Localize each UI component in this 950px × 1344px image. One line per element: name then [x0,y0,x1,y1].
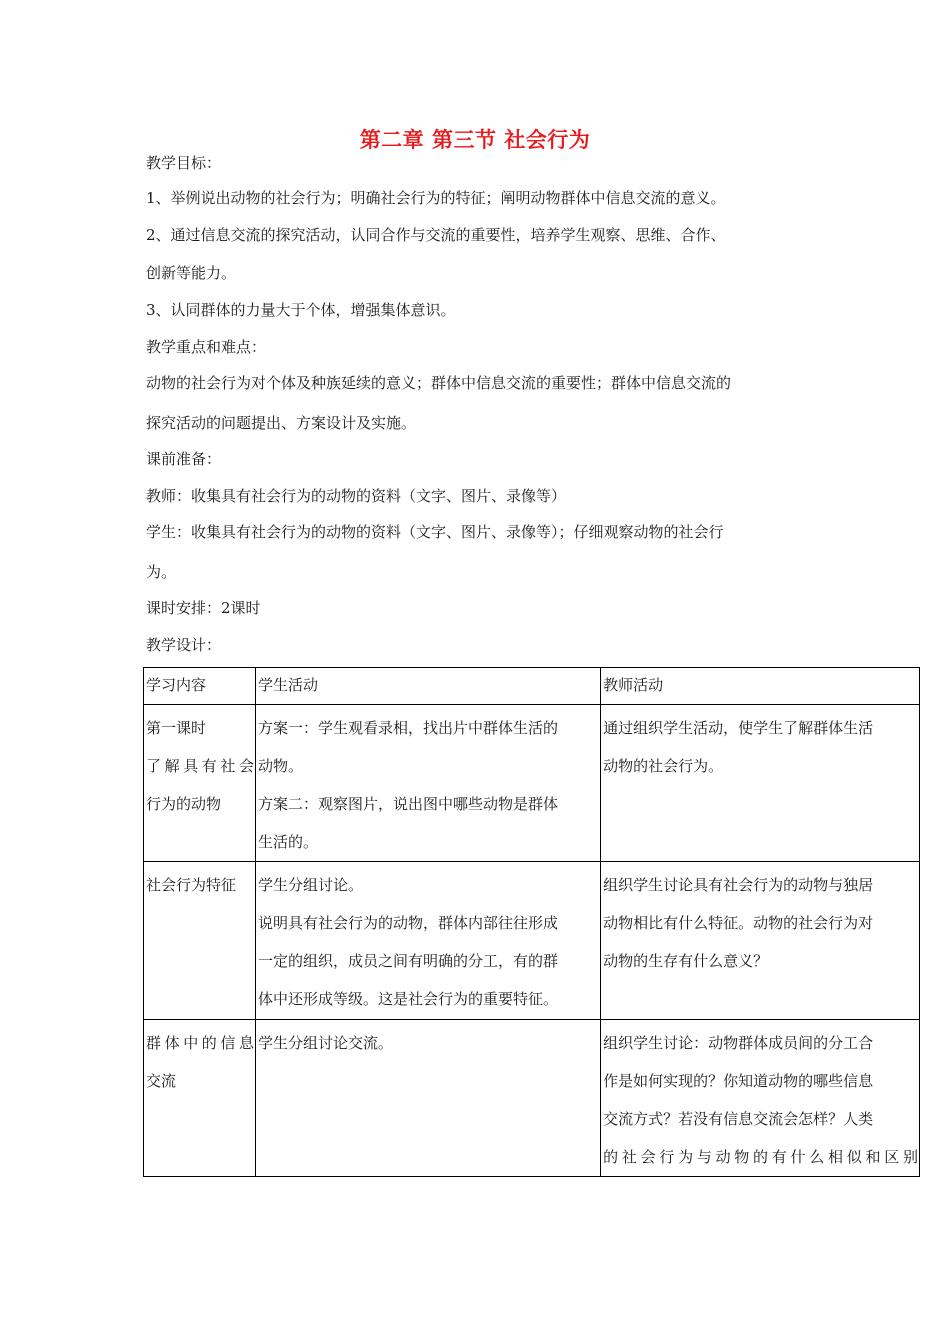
row1-teacher [601,705,920,862]
row1-student-line-3: 方案二：观察图片，说出图中哪些动物是群体 [258,795,559,813]
row2-student-line-2: 说明具有社会行为的动物，群体内部往往形成 [258,914,559,932]
preparation-teacher: 教师：收集具有社会行为的动物的资料（文字、图片、录像等） [146,487,567,505]
objective-2-line-2: 创新等能力。 [146,264,237,282]
row3-content [144,1020,256,1177]
row3-content-line-2: 交流 [146,1072,177,1090]
key-points-line-1: 动物的社会行为对个体及种族延续的意义；群体中信息交流的重要性；群体中信息交流的 [146,374,732,392]
header-teacher-activity: 教师活动 [601,668,920,705]
row1-content-line-3: 行为的动物 [146,795,222,813]
schedule: 课时安排：2课时 [146,599,261,617]
row1-student-line-1: 方案一：学生观看录相，找出片中群体生活的 [258,719,559,737]
objective-1: 1、举例说出动物的社会行为；明确社会行为的特征；阐明动物群体中信息交流的意义。 [146,189,726,207]
key-points-line-2: 探究活动的问题提出、方案设计及实施。 [146,414,417,432]
objective-3: 3、认同群体的力量大于个体，增强集体意识。 [146,301,456,319]
row1-student-line-2: 动物。 [258,757,304,775]
row3-teacher-line-3: 交流方式？若没有信息交流会怎样？人类 [603,1110,874,1128]
table-row [144,705,920,862]
document-title: 第二章 第三节 社会行为 [359,128,591,152]
teaching-design-table [143,667,920,1177]
row2-teacher [601,862,920,1020]
row1-student-line-4: 生活的。 [258,833,319,851]
row1-content-line-1: 第一课时 [146,719,207,737]
row3-content-line-1: 群体中的信息 [146,1034,254,1052]
row2-teacher-line-1: 组织学生讨论具有社会行为的动物与独居 [603,876,874,894]
table-row [144,1020,920,1177]
row3-teacher-line-4: 的社会行为与动物的有什么相似和区别 [603,1148,918,1166]
row3-teacher-line-2: 作是如何实现的？你知道动物的哪些信息 [603,1072,874,1090]
table-header-row [144,668,920,705]
preparation-heading: 课前准备： [146,450,222,468]
row2-student-line-3: 一定的组织，成员之间有明确的分工，有的群 [258,952,559,970]
row1-teacher-line-2: 动物的社会行为。 [603,757,724,775]
objective-2-line-1: 2、通过信息交流的探究活动，认同合作与交流的重要性，培养学生观察、思维、合作、 [146,226,726,244]
design-heading: 教学设计： [146,636,222,654]
objectives-heading: 教学目标： [146,154,222,172]
row2-content: 社会行为特征 [144,862,256,1020]
row2-student-line-4: 体中还形成等级。这是社会行为的重要特征。 [258,990,559,1008]
row1-content-line-2: 了解具有社会 [146,757,254,775]
key-points-heading: 教学重点和难点： [146,338,267,356]
row3-student: 学生分组讨论交流。 [256,1020,601,1177]
row1-teacher-line-1: 通过组织学生活动，使学生了解群体生活 [603,719,874,737]
header-student-activity: 学生活动 [256,668,601,705]
header-content: 学习内容 [144,668,256,705]
row2-student-line-1: 学生分组讨论。 [258,876,364,894]
row2-student [256,862,601,1020]
row3-teacher-line-1: 组织学生讨论：动物群体成员间的分工合 [603,1034,874,1052]
row1-content [144,705,256,862]
row2-teacher-line-2: 动物相比有什么特征。动物的社会行为对 [603,914,874,932]
table-row [144,862,920,1020]
preparation-student-line-1: 学生：收集具有社会行为的动物的资料（文字、图片、录像等）；仔细观察动物的社会行 [146,523,724,541]
row1-student [256,705,601,862]
row3-teacher [601,1020,920,1177]
row2-teacher-line-3: 动物的生存有什么意义？ [603,952,769,970]
preparation-student-line-2: 为。 [146,563,177,581]
